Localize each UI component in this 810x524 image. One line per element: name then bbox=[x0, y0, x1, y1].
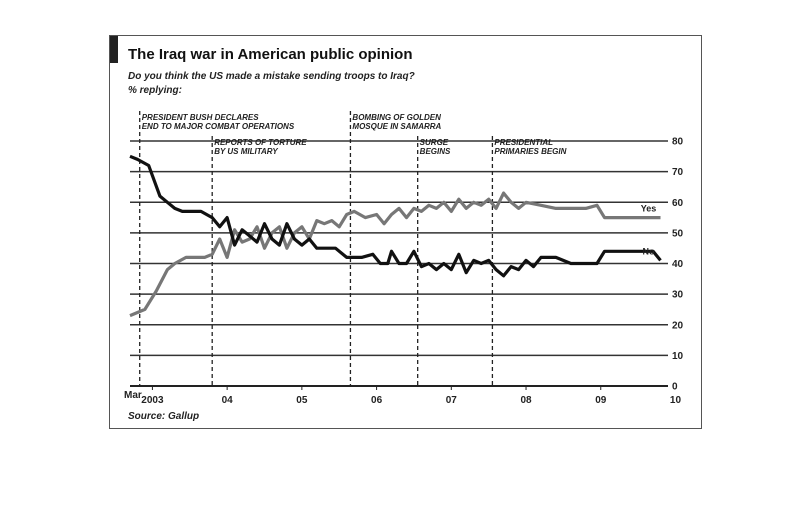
event-annotation-text: BY US MILITARY bbox=[214, 147, 278, 156]
event-annotation-text: PRIMARIES BEGIN bbox=[494, 147, 567, 156]
y-tick-label: 0 bbox=[672, 381, 678, 393]
event-annotation-text: REPORTS OF TORTURE bbox=[214, 138, 307, 147]
unit-label: % replying: bbox=[128, 85, 182, 96]
chart-title: The Iraq war in American public opinion bbox=[128, 46, 413, 63]
line-chart bbox=[110, 36, 701, 428]
event-annotation-text: MOSQUE IN SAMARRA bbox=[352, 122, 442, 131]
chart-subtitle: Do you think the US made a mistake sending troops to Iraq? bbox=[128, 71, 415, 82]
x-tick-label: 08 bbox=[520, 395, 532, 406]
y-tick-label: 60 bbox=[672, 197, 684, 209]
y-tick-label: 50 bbox=[672, 228, 684, 240]
event-annotation-text: PRESIDENT BUSH DECLARES bbox=[141, 113, 259, 122]
event-annotation-text: PRESIDENTIAL bbox=[494, 138, 554, 147]
x-tick-label: 2003 bbox=[141, 395, 164, 406]
x-tick-label: 04 bbox=[221, 395, 233, 406]
chart-frame bbox=[109, 35, 702, 429]
event-annotation-text: END TO MAJOR COMBAT OPERATIONS bbox=[141, 122, 295, 131]
event-annotation-text: SURGE bbox=[419, 138, 449, 147]
series-label-yes: Yes bbox=[640, 203, 657, 214]
series-label-no: No bbox=[642, 246, 655, 257]
y-tick-label: 40 bbox=[672, 259, 684, 270]
x-axis-start-label: Mar bbox=[124, 390, 142, 401]
x-tick-label: 05 bbox=[296, 395, 308, 406]
x-tick-label: 09 bbox=[595, 395, 607, 406]
y-tick-label: 30 bbox=[672, 289, 684, 301]
x-tick-label: 06 bbox=[371, 395, 383, 406]
y-tick-label: 80 bbox=[672, 136, 684, 148]
y-tick-label: 20 bbox=[672, 320, 684, 332]
series-line-no bbox=[130, 156, 661, 275]
source-note: Source: Gallup bbox=[128, 411, 200, 422]
event-annotation-text: BOMBING OF GOLDEN bbox=[352, 113, 441, 122]
y-tick-label: 70 bbox=[672, 167, 684, 179]
y-tick-label: 10 bbox=[672, 350, 684, 362]
x-tick-label: 07 bbox=[445, 395, 457, 406]
event-annotation-text: BEGINS bbox=[419, 147, 451, 156]
x-tick-label: 10 bbox=[669, 395, 682, 406]
